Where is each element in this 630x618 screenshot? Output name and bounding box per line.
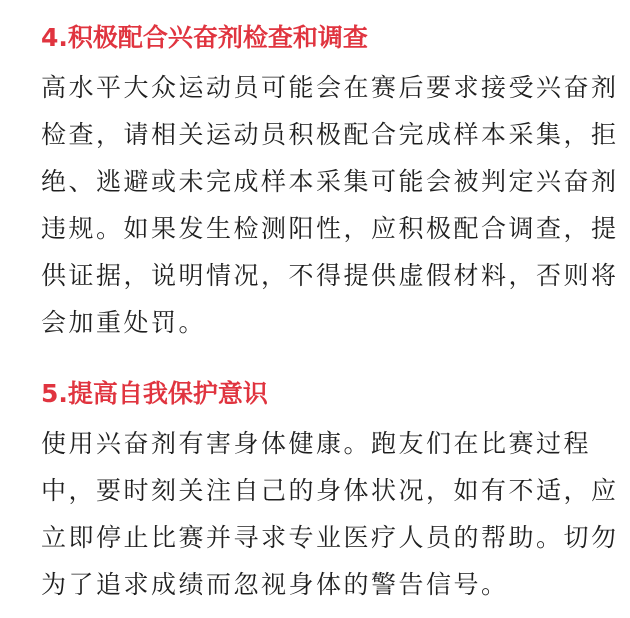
paragraph-line: 违规。如果发生检测阳性，应积极配合调查，提: [41, 214, 619, 243]
section-doping-test-cooperation: [41, 18, 619, 346]
paragraph-line: 使用兴奋剂有害身体健康。跑友们在比赛过程: [41, 429, 592, 458]
section-paragraph: [41, 420, 619, 608]
paragraph-line: 供证据，说明情况，不得提供虚假材料，否则将: [41, 261, 619, 290]
section-paragraph: [41, 64, 619, 346]
paragraph-line: 中，要时刻关注自己的身体状况，如有不适，应: [41, 476, 619, 505]
paragraph-line: 为了追求成绩而忽视身体的警告信号。: [41, 570, 509, 599]
section-heading: 4.积极配合兴奋剂检查和调查: [41, 23, 368, 52]
paragraph-line: 检查，请相关运动员积极配合完成样本采集，拒: [41, 120, 619, 149]
paragraph-line: 会加重处罚。: [41, 308, 207, 337]
paragraph-line: 高水平大众运动员可能会在赛后要求接受兴奋剂: [41, 73, 619, 102]
paragraph-line: 绝、逃避或未完成样本采集可能会被判定兴奋剂: [41, 167, 619, 196]
section-self-protection: [41, 374, 619, 608]
section-heading: 5.提高自我保护意识: [41, 379, 268, 408]
paragraph-line: 立即停止比赛并寻求专业医疗人员的帮助。切勿: [41, 523, 619, 552]
